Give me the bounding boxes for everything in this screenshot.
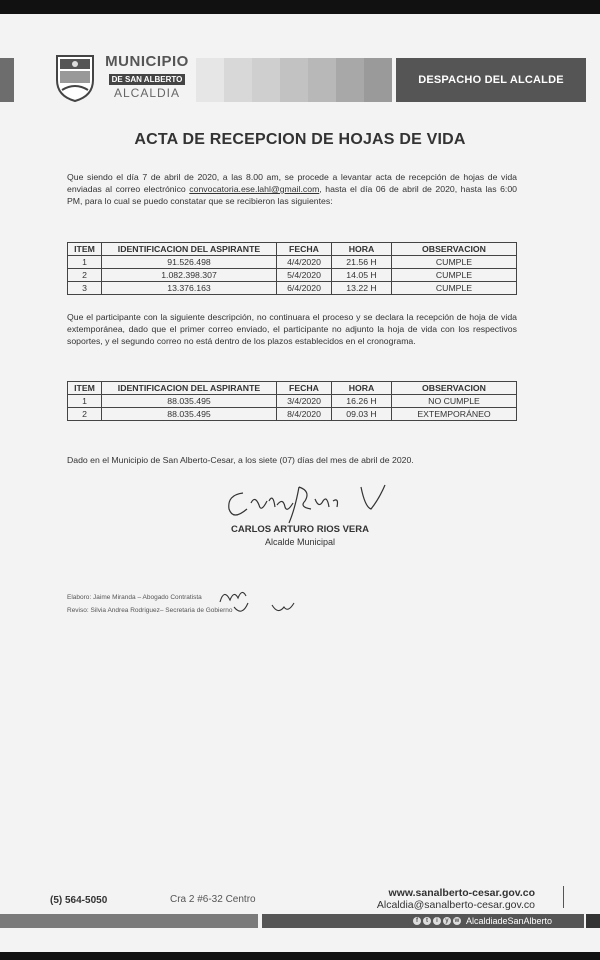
cell-hora: 09.03 H [332,408,392,421]
table-row [68,408,517,421]
column-header-fecha: FECHA [277,382,332,395]
footer-social-bar [262,914,584,928]
municipal-shield-logo [52,52,98,102]
footer-divider [563,886,564,908]
handwritten-signature [215,479,395,527]
twitter-icon[interactable]: t [423,917,431,925]
column-header-item: ITEM [68,243,102,256]
table-row [68,282,517,295]
document-title: ACTA DE RECEPCION DE HOJAS DE VIDA [134,131,466,148]
header-left-tab [0,58,14,102]
email-link[interactable]: convocatoria.ese.lahl@gmail.com [189,184,320,194]
footer-website-link[interactable]: www.sanalberto-cesar.gov.co [388,887,535,899]
column-header-fecha: FECHA [277,243,332,256]
cell-observacion: CUMPLE [392,282,517,295]
column-header-identificacion: IDENTIFICACION DEL ASPIRANTE [102,382,277,395]
cell-hora: 21.56 H [332,256,392,269]
cell-hora: 16.26 H [332,395,392,408]
elaboro-line: Elaboro: Jaime Miranda – Abogado Contratista [67,594,202,601]
cell-identificacion: 91.526.498 [102,256,277,269]
cell-fecha: 4/4/2020 [277,256,332,269]
table-header-row [68,382,517,395]
cell-hora: 13.22 H [332,282,392,295]
cell-item: 2 [68,269,102,282]
cell-observacion: NO CUMPLE [392,395,517,408]
signer-name: CARLOS ARTURO RIOS VERA [231,524,369,535]
footer-contact [320,887,535,911]
whatsapp-icon[interactable]: w [454,918,460,924]
cell-item: 1 [68,395,102,408]
signer-role: Alcalde Municipal [264,537,336,547]
intro-text-after: , hasta el día 06 de abril de 2020, hasta las 6:00 PM, para lo cual se puedo constatar que se recibieron las siguientes: [67,184,517,206]
reviso-initials [232,599,298,619]
table-header-row [68,243,517,256]
column-header-hora: HORA [332,382,392,395]
header-decorative-bars [196,58,392,102]
san-alberto-label: DE SAN ALBERTO [109,74,186,85]
cell-identificacion: 88.035.495 [102,408,277,421]
cell-fecha: 5/4/2020 [277,269,332,282]
footer-left-bar [0,914,258,928]
cell-fecha: 8/4/2020 [277,408,332,421]
cell-identificacion: 13.376.163 [102,282,277,295]
alcaldia-label: ALCALDIA [113,86,181,100]
column-header-identificacion: IDENTIFICACION DEL ASPIRANTE [102,243,277,256]
intro-paragraph [67,171,517,207]
column-header-observacion: OBSERVACION [392,243,517,256]
intro-text-before: Que siendo el día 7 de abril de 2020, a las 8.00 am, se procede a levantar acta de recepción de hojas de vida enviadas al correo electrónico [67,172,517,194]
cell-fecha: 3/4/2020 [277,395,332,408]
municipio-label: MUNICIPIO [105,53,189,70]
social-icons [413,917,461,925]
cell-fecha: 6/4/2020 [277,282,332,295]
footer-end-block [586,914,600,928]
table-row [68,269,517,282]
reviso-line: Reviso: Silvia Andrea Rodriguez– Secretaria de Gobierno [67,607,233,614]
cell-observacion: EXTEMPORÁNEO [392,408,517,421]
social-handle: AlcaldiadeSanAlberto [465,916,552,926]
table-row [68,395,517,408]
cell-identificacion: 1.082.398.307 [102,269,277,282]
cell-identificacion: 88.035.495 [102,395,277,408]
cell-observacion: CUMPLE [392,269,517,282]
column-header-observacion: OBSERVACION [392,382,517,395]
despacho-del-alcalde-bar: DESPACHO DEL ALCALDE [396,58,586,102]
cell-item: 2 [68,408,102,421]
column-header-item: ITEM [68,382,102,395]
cell-observacion: CUMPLE [392,256,517,269]
received-cv-table [67,242,517,295]
dado-en-line: Dado en el Municipio de San Alberto-Cesar, a los siete (07) días del mes de abril de 2020. [67,455,414,465]
instagram-icon[interactable]: i [433,917,441,925]
cell-item: 3 [68,282,102,295]
document-page [0,14,600,952]
cell-hora: 14.05 H [332,269,392,282]
municipio-wordmark [102,54,192,99]
footer-address: Cra 2 #6-32 Centro [170,894,256,905]
footer-email-link[interactable]: Alcaldia@sanalberto-cesar.gov.co [376,899,535,911]
rejected-cv-table [67,381,517,421]
youtube-icon[interactable]: y [443,917,451,925]
table-row [68,256,517,269]
cell-item: 1 [68,256,102,269]
facebook-icon[interactable]: f [413,917,421,925]
column-header-hora: HORA [332,243,392,256]
extemporaneous-paragraph: Que el participante con la siguiente descripción, no continuara el proceso y se declara la recepción de hoja de vida extemporánea, dado que el primer correo enviado, el participante no adjunto la hoja de vida con los respectivos soportes, y el segundo correo no está dentro de los plazos establecidos en el cronograma. [67,312,517,346]
footer-phone: (5) 564-5050 [50,895,108,906]
